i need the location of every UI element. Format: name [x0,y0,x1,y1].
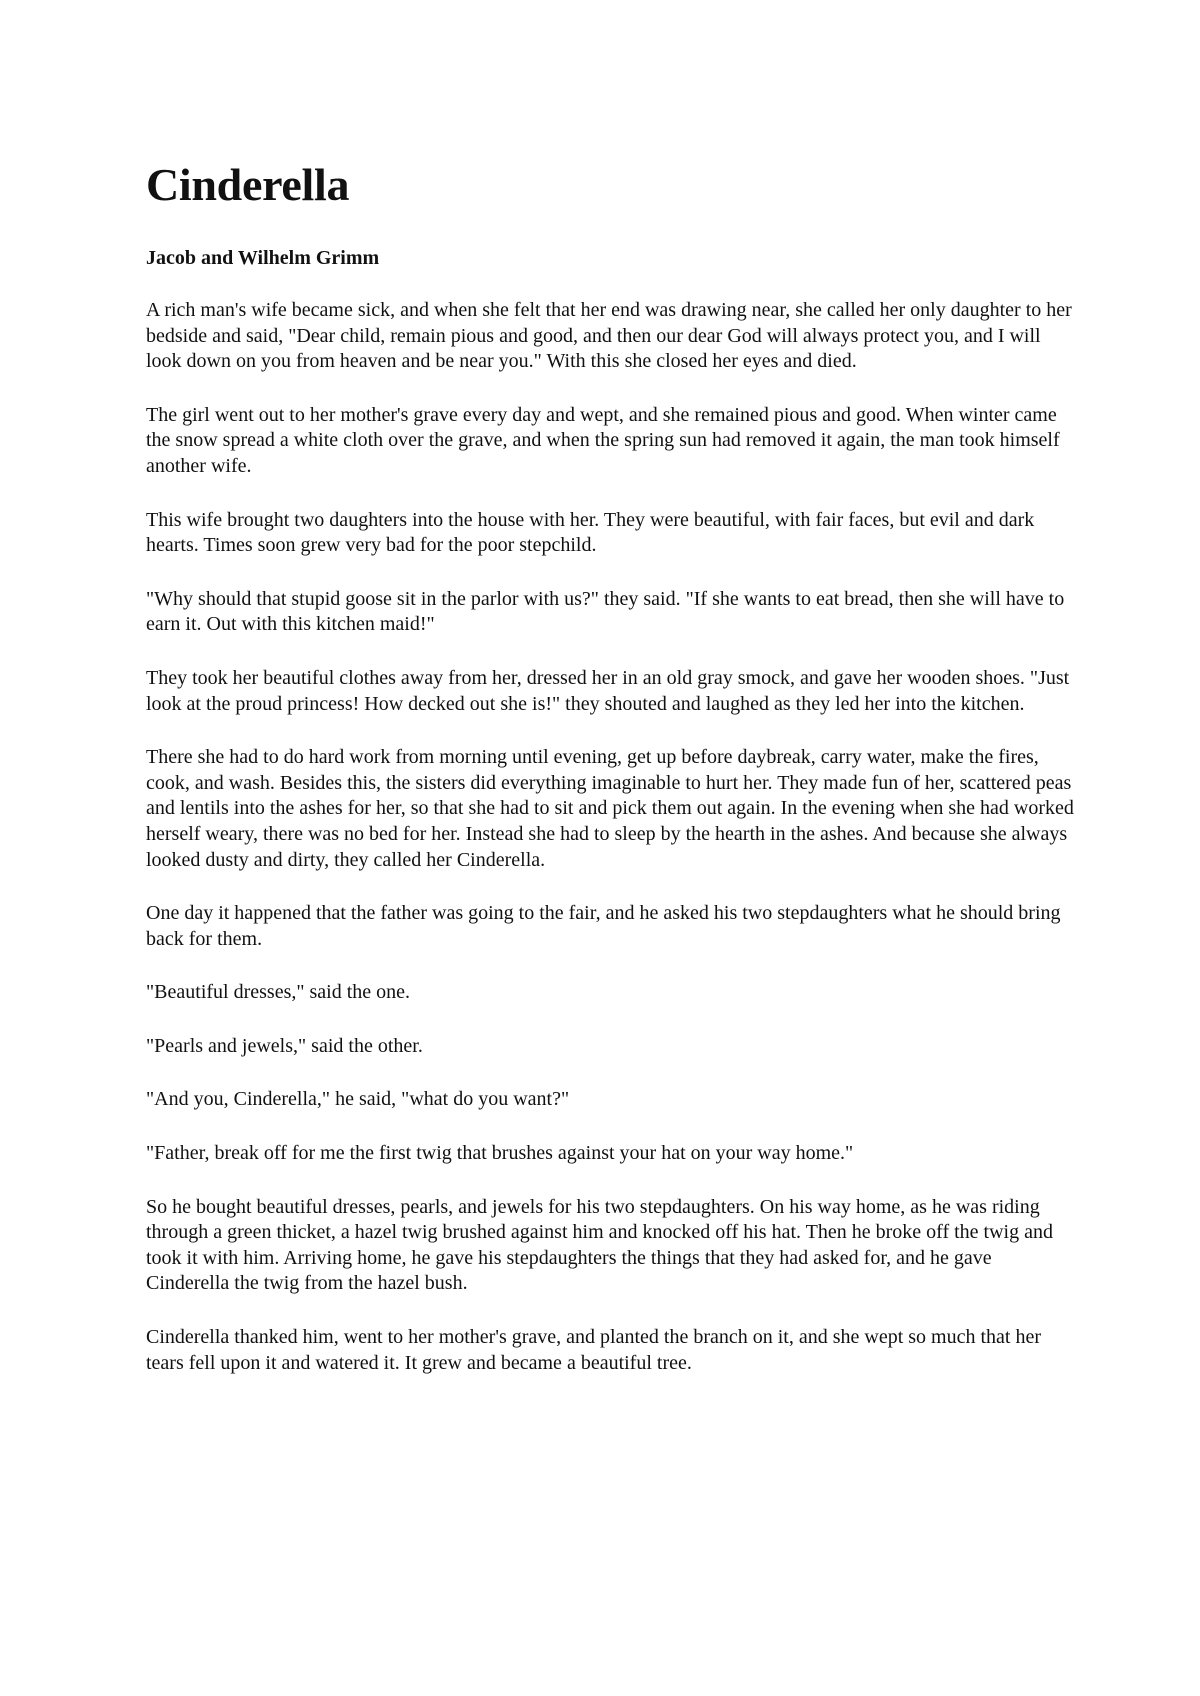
document-title: Cinderella [146,159,350,210]
paragraph: One day it happened that the father was going to the fair, and he asked his two stepdaughters what he should bring back for them. [146,902,1061,950]
paragraph: This wife brought two daughters into the house with her. They were beautiful, with fair faces, but evil and dark hearts. Times soon grew very bad for the poor stepchild. [146,508,1035,557]
paragraph: "Father, break off for me the first twig that brushes against your hat on your way home." [146,1142,854,1165]
paragraph: There she had to do hard work from morning until evening, get up before daybreak, carry water, make the fires, cook, and wash. Besides this, the sisters did everything imaginable to hurt her. They made fun of her, scattered peas and lentils into the ashes for her, so that she had to sit and pick them out again. In the evening when she had worked herself weary, there was no bed for her. Instead she had to sleep by the hearth in the ashes. And because she always looked dusty and dirty, they called her Cinderella. [146,746,1074,871]
document-page [146,150,1076,1404]
paragraph: "Why should that stupid goose sit in the parlor with us?" they said. "If she wants to eat bread, then she will have to earn it. Out with this kitchen maid!" [146,587,1065,636]
paragraph: Cinderella thanked him, went to her mother's grave, and planted the branch on it, and she wept so much that her tears fell upon it and watered it. It grew and became a beautiful tree. [146,1326,1042,1374]
paragraph: "Pearls and jewels," said the other. [146,1034,423,1057]
story-body [146,298,1076,1376]
paragraph: "And you, Cinderella," he said, "what do you want?" [146,1088,570,1111]
paragraph: "Beautiful dresses," said the one. [146,981,411,1004]
paragraph: So he bought beautiful dresses, pearls, and jewels for his two stepdaughters. On his way home, as he was riding through a green thicket, a hazel twig brushed against him and knocked off his hat. Then he broke off the twig and took it with him. Arriving home, he gave his stepdaughters the things that they had asked for, and he gave Cinderella the twig from the hazel bush. [146,1195,1053,1295]
paragraph: The girl went out to her mother's grave every day and wept, and she remained pious and good. When winter came the snow spread a white cloth over the grave, and when the spring sun had removed it again, the man took himself another wife. [146,403,1060,477]
author-byline: Jacob and Wilhelm Grimm [146,247,380,269]
paragraph: They took her beautiful clothes away from her, dressed her in an old gray smock, and gave her wooden shoes. "Just look at the proud princess! How decked out she is!" they shouted and laughed as they led her into the kitchen. [146,666,1070,715]
paragraph: A rich man's wife became sick, and when she felt that her end was drawing near, she called her only daughter to her bedside and said, "Dear child, remain pious and good, and then our dear God will always protect you, and I will look down on you from heaven and be near you." With this she closed her eyes and died. [146,299,1072,373]
